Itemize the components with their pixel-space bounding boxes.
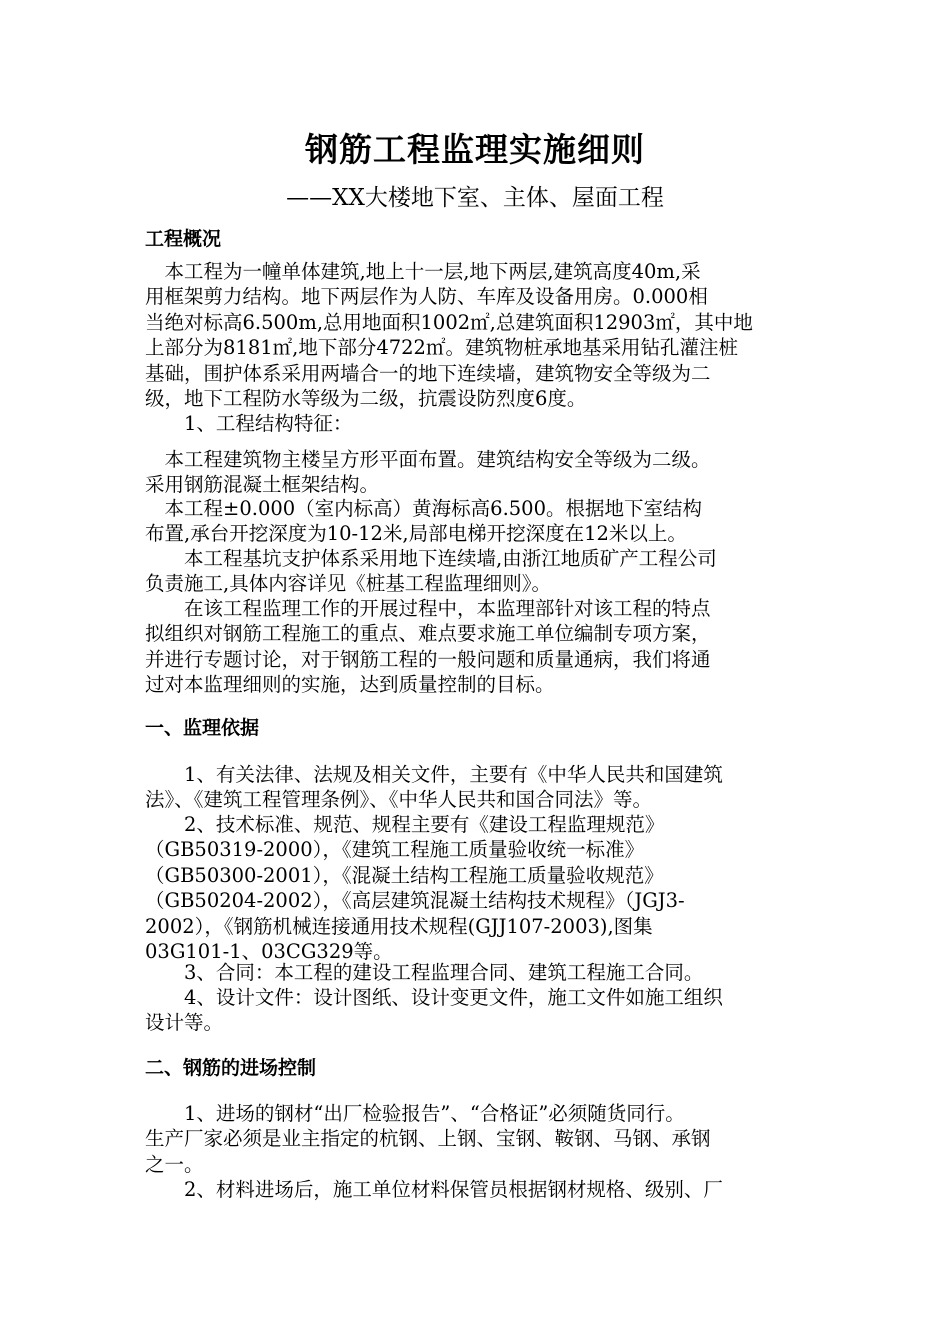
text-line: 2、材料进场后，施工单位材料保管员根据钢材规格、级别、厂: [145, 1178, 723, 1201]
text-line: 当绝对标高6.500m,总用地面积1002㎡,总建筑面积12903㎡，其中地: [145, 310, 753, 334]
text-line: （GB50204-2002），《高层建筑混凝土结构技术规程》（JGJ3-: [145, 889, 685, 913]
text-line: 法》、《建筑工程管理条例》、《中华人民共和国合同法》等。: [145, 788, 653, 812]
paragraph-control-certificates: [145, 1101, 807, 1177]
text-line: 在该工程监理工作的开展过程中，本监理部针对该工程的特点: [145, 597, 711, 620]
text-line: 本工程为一幢单体建筑,地上十一层,地下两层,建筑高度40m,采: [145, 260, 701, 283]
text-line: 级，地下工程防水等级为二级，抗震设防烈度6度。: [145, 387, 587, 411]
document-title: 钢筋工程监理实施细则: [305, 130, 645, 169]
text-line: 之一。: [145, 1152, 204, 1176]
text-line: 1、进场的钢材“出厂检验报告”、“合格证”必须随货同行。: [145, 1102, 685, 1125]
text-line: 设计等。: [145, 1011, 224, 1035]
text-line: 并进行专题讨论，对于钢筋工程的一般问题和质量通病，我们将通: [145, 647, 711, 671]
paragraph-overview-intro: [145, 259, 807, 411]
text-line: （GB50300-2001），《混凝土结构工程施工质量验收规范》: [145, 863, 664, 887]
paragraph-basis-standards: [145, 812, 807, 964]
subheading-structure-features: 1、工程结构特征：: [145, 412, 353, 435]
paragraph-supervision: [145, 596, 807, 698]
paragraph-foundation-pit: [145, 546, 807, 597]
text-line: 上部分为8181㎡,地下部分4722㎡。建筑物桩承地基采用钻孔灌注桩: [145, 336, 738, 360]
text-line: 基础，围护体系采用两墙合一的地下连续墙，建筑物安全等级为二: [145, 361, 711, 385]
text-line: 2002），《钢筋机械连接通用技术规程(GJJ107-2003),图集: [145, 914, 653, 938]
paragraph-basis-contract: [145, 960, 807, 985]
section-heading-overview: 工程概况: [145, 228, 222, 250]
text-line: 本工程基坑支护体系采用地下连续墙,由浙江地质矿产工程公司: [145, 547, 717, 570]
paragraph-control-storage: [145, 1177, 807, 1202]
text-line: 采用钢筋混凝土框架结构。: [145, 473, 380, 497]
text-line: 过对本监理细则的实施，达到质量控制的目标。: [145, 673, 555, 697]
text-line: 布置,承台开挖深度为10-12米,局部电梯开挖深度在12米以上。: [145, 522, 687, 546]
text-line: 1、有关法律、法规及相关文件，主要有《中华人民共和国建筑: [145, 763, 723, 786]
section-heading-basis: 一、监理依据: [145, 717, 260, 739]
text-line: 本工程建筑物主楼呈方形平面布置。建筑结构安全等级为二级。: [145, 448, 711, 471]
document-subtitle: ——XX大楼地下室、主体、屋面工程: [286, 185, 664, 211]
text-line: 本工程±0.000（室内标高）黄海标高6.500。根据地下室结构: [145, 497, 702, 520]
text-line: 用框架剪力结构。地下两层作为人防、车库及设备用房。0.000相: [145, 285, 708, 309]
text-line: 03G101-1、03CG329等。: [145, 940, 393, 964]
text-line: （GB50319-2000），《建筑工程施工质量验收统一标准》: [145, 838, 645, 862]
text-line: 2、技术标准、规范、规程主要有《建设工程监理规范》: [145, 813, 665, 836]
section-heading-entry-control: 二、钢筋的进场控制: [145, 1057, 317, 1079]
paragraph-structure: [145, 447, 807, 498]
text-line: 3、合同：本工程的建设工程监理合同、建筑工程施工合同。: [145, 961, 704, 984]
paragraph-basis-laws: [145, 762, 807, 813]
text-line: 拟组织对钢筋工程施工的重点、难点要求施工单位编制专项方案，: [145, 622, 711, 646]
text-line: 4、设计文件：设计图纸、设计变更文件，施工文件如施工组织: [145, 986, 723, 1009]
paragraph-elevation: [145, 496, 807, 547]
text-line: 负责施工,具体内容详见《桩基工程监理细则》。: [145, 572, 551, 596]
paragraph-basis-design: [145, 985, 807, 1036]
text-line: 生产厂家必须是业主指定的杭钢、上钢、宝钢、鞍钢、马钢、承钢: [145, 1127, 711, 1151]
